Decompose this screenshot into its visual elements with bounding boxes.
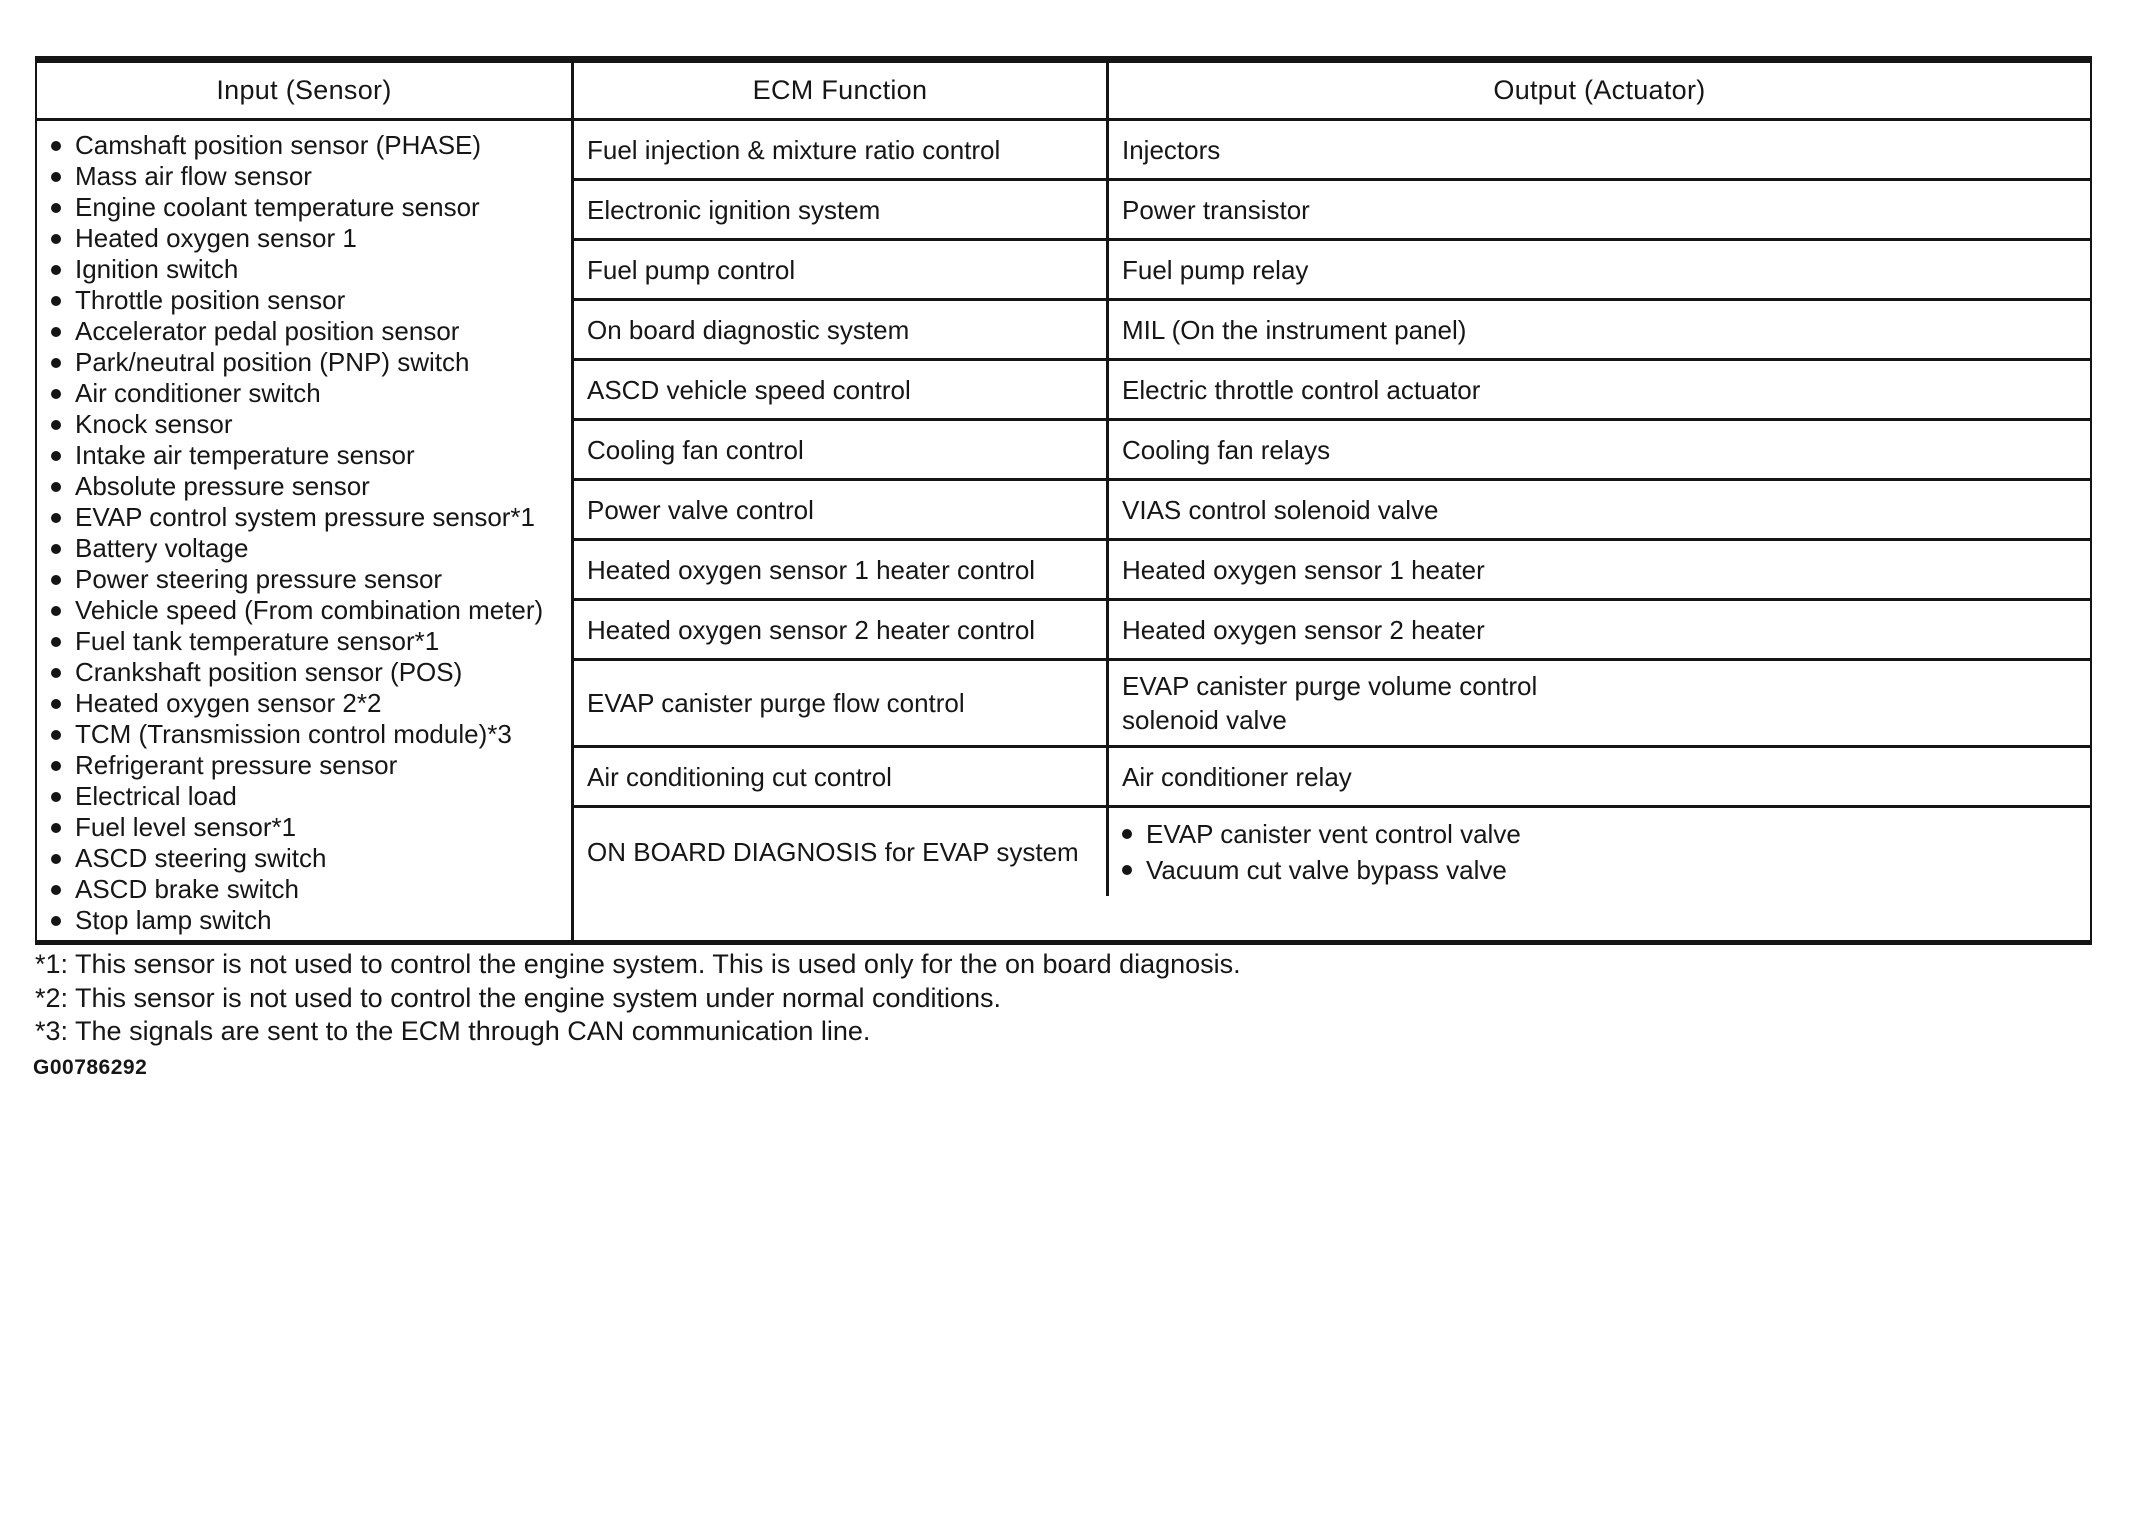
sensor-list-item [51,843,565,874]
output-label: Power transistor [1122,194,1310,225]
bullet-icon [51,730,61,740]
bullet-icon [51,885,61,895]
output-cell [1109,301,2090,358]
sensor-label: TCM (Transmission control module)*3 [75,719,512,749]
bullet-icon [51,544,61,554]
sensor-label: Heated oxygen sensor 1 [75,223,357,253]
sensor-label: Vehicle speed (From combination meter) [75,595,544,625]
output-cell [1109,241,2090,298]
sensor-list-item [51,192,565,223]
table-row [574,181,2090,241]
sensor-list-item [51,595,565,626]
bullet-icon [51,854,61,864]
table-row [574,361,2090,421]
footnotes [35,948,1241,1049]
sensor-label: Engine coolant temperature sensor [75,192,480,222]
sensor-label: Camshaft position sensor (PHASE) [75,130,482,160]
bullet-icon [1122,829,1132,839]
ecm-function-cell [574,808,1109,896]
sensor-label: Absolute pressure sensor [75,471,370,501]
sensor-label: Stop lamp switch [75,905,272,935]
sensor-label: Accelerator pedal position sensor [75,316,460,346]
output-bullet-list [1122,816,1521,888]
bullet-icon [51,358,61,368]
sensor-list-item [51,254,565,285]
bullet-icon [51,296,61,306]
output-cell [1109,481,2090,538]
output-label: Heated oxygen sensor 2 heater [1122,614,1485,645]
ecm-function-cell [574,541,1109,598]
header-ecm-function: ECM Function [574,63,1109,118]
output-cell [1109,121,2090,178]
footnote-1: *1: This sensor is not used to control the engine system. This is used only for the on board diagnosis. [35,949,1241,979]
ecm-function-cell [574,121,1109,178]
bullet-icon [51,265,61,275]
sensor-list-item [51,812,565,843]
ecm-input-output-table [35,56,2092,945]
sensor-label: ASCD brake switch [75,874,299,904]
sensor-list-item [51,874,565,905]
ecm-function-label: ASCD vehicle speed control [587,374,911,405]
table-body [37,121,2090,940]
table-header-row [37,63,2090,121]
table-row [574,541,2090,601]
ecm-function-label: Air conditioning cut control [587,761,892,792]
sensor-list-item [51,130,565,161]
bullet-icon [51,389,61,399]
figure-id: G00786292 [33,1056,148,1079]
sensor-label: Refrigerant pressure sensor [75,750,398,780]
table-row [574,301,2090,361]
sensor-label: Electrical load [75,781,237,811]
sensor-list-item [51,285,565,316]
ecm-function-label: Power valve control [587,494,814,525]
output-cell [1109,421,2090,478]
sensor-list-item [51,409,565,440]
ecm-function-label: ON BOARD DIAGNOSIS for EVAP system [587,837,1079,867]
table-row [574,808,2090,896]
sensor-label: Heated oxygen sensor 2*2 [75,688,382,718]
bullet-icon [51,327,61,337]
sensor-label: Fuel level sensor*1 [75,812,297,842]
output-label: MIL (On the instrument panel) [1122,314,1467,345]
table-row [574,121,2090,181]
bullet-icon [1122,865,1132,875]
sensor-list-item [51,533,565,564]
bullet-icon [51,141,61,151]
output-label: Vacuum cut valve bypass valve [1146,855,1507,885]
sensor-list-item [51,471,565,502]
output-label: EVAP canister vent control valve [1146,819,1521,849]
sensor-label: Battery voltage [75,533,249,563]
bullet-icon [51,420,61,430]
output-cell [1109,181,2090,238]
sensor-list-item [51,626,565,657]
output-cell [1109,541,2090,598]
bullet-icon [51,606,61,616]
output-label: Injectors [1122,134,1221,165]
bullet-icon [51,451,61,461]
ecm-function-cell [574,661,1109,745]
ecm-function-label: Cooling fan control [587,434,804,465]
ecm-function-label: On board diagnostic system [587,314,910,345]
output-cell [1109,661,2090,745]
bullet-icon [51,699,61,709]
bullet-icon [51,761,61,771]
output-cell [1109,808,2090,896]
footnote-3: *3: The signals are sent to the ECM through CAN communication line. [35,1016,871,1046]
bullet-icon [51,513,61,523]
table-row [574,481,2090,541]
ecm-function-label: Fuel injection & mixture ratio control [587,134,1001,165]
sensor-label: Air conditioner switch [75,378,321,408]
bullet-icon [51,234,61,244]
sensor-list-item [51,378,565,409]
bullet-icon [51,668,61,678]
output-bullet-item [1122,852,1521,888]
sensor-label: Knock sensor [75,409,233,439]
table-row [574,241,2090,301]
output-label: Air conditioner relay [1122,761,1352,792]
bullet-icon [51,823,61,833]
sensor-list-item [51,316,565,347]
sensor-label: ASCD steering switch [75,843,327,873]
table-row [574,748,2090,808]
table-row [574,421,2090,481]
bullet-icon [51,637,61,647]
sensor-list-item [51,750,565,781]
sensor-list-item [51,223,565,254]
table-row [574,601,2090,661]
ecm-function-cell [574,421,1109,478]
sensor-label: Ignition switch [75,254,239,284]
bullet-icon [51,792,61,802]
footnote-2: *2: This sensor is not used to control the engine system under normal conditions. [35,982,1002,1013]
ecm-function-cell [574,181,1109,238]
sensor-label: Intake air temperature sensor [75,440,415,470]
sensor-label: Park/neutral position (PNP) switch [75,347,470,377]
header-input-sensor: Input (Sensor) [37,63,574,118]
sensor-label: Mass air flow sensor [75,161,312,191]
bullet-icon [51,482,61,492]
output-label: VIAS control solenoid valve [1122,494,1439,525]
sensor-list-item [51,502,565,533]
sensor-list-item [51,161,565,192]
sensor-list-item [51,440,565,471]
output-bullet-item [1122,816,1521,852]
ecm-function-cell [574,601,1109,658]
output-label: Heated oxygen sensor 1 heater [1122,554,1485,585]
output-label: Electric throttle control actuator [1122,374,1481,405]
ecm-function-label: Heated oxygen sensor 2 heater control [587,614,1036,645]
sensor-list-item [51,564,565,595]
sensor-list-item [51,719,565,750]
output-cell [1109,748,2090,805]
function-output-rows [574,121,2090,940]
bullet-icon [51,203,61,213]
ecm-function-cell [574,748,1109,805]
sensor-label: EVAP control system pressure sensor*1 [75,502,536,532]
sensor-list-item [51,688,565,719]
sensor-list-item [51,657,565,688]
sensor-list-item [51,781,565,812]
ecm-function-label: Heated oxygen sensor 1 heater control [587,554,1036,585]
sensor-label: Throttle position sensor [75,285,346,315]
sensor-label: Crankshaft position sensor (POS) [75,657,463,687]
header-output-actuator: Output (Actuator) [1493,75,1706,105]
table-row [574,661,2090,748]
bullet-icon [51,172,61,182]
sensor-list-item [51,347,565,378]
ecm-function-label: EVAP canister purge flow control [587,688,965,718]
sensor-label: Fuel tank temperature sensor*1 [75,626,440,656]
output-cell [1109,601,2090,658]
ecm-function-cell [574,241,1109,298]
input-sensor-list [37,121,574,940]
bullet-icon [51,575,61,585]
output-label: EVAP canister purge volume control solenoid valve [1122,671,1538,735]
ecm-function-label: Electronic ignition system [587,194,881,225]
ecm-function-cell [574,481,1109,538]
output-cell [1109,361,2090,418]
sensor-list-item [51,905,565,936]
ecm-function-label: Fuel pump control [587,254,796,285]
sensor-label: Power steering pressure sensor [75,564,443,594]
output-label: Cooling fan relays [1122,434,1331,465]
ecm-function-cell [574,361,1109,418]
bullet-icon [51,916,61,926]
output-label: Fuel pump relay [1122,254,1309,285]
ecm-function-cell [574,301,1109,358]
